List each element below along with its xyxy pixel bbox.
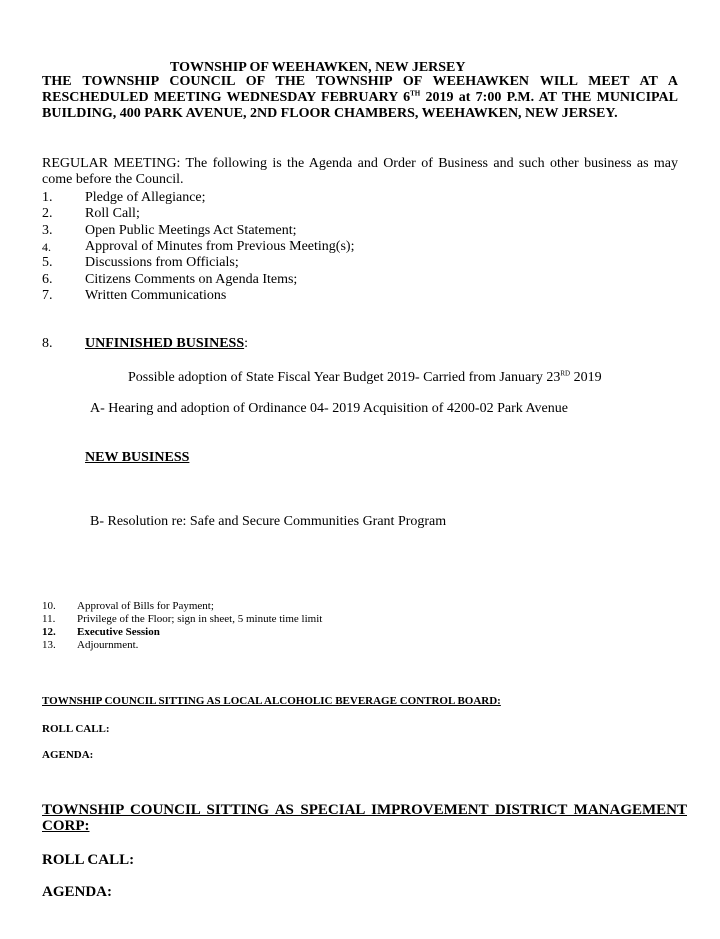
sid-corp-roll-call: ROLL CALL: [42,852,135,868]
later-item-number: 12. [42,626,56,638]
agenda-item-number: 5. [42,255,53,270]
agenda-item-number: 7. [42,288,53,303]
unfinished-business-heading [85,336,248,352]
unfinished-business-label: UNFINISHED BUSINESS [85,336,245,351]
agenda-item-text: Written Communications [85,288,227,303]
unfinished-business-colon: : [244,336,248,351]
agenda-item-text: Open Public Meetings Act Statement; [85,223,297,238]
new-business-heading: NEW BUSINESS [85,450,190,465]
abc-board-agenda: AGENDA: [42,749,94,761]
document-title: TOWNSHIP OF WEEHAWKEN, NEW JERSEY [170,60,466,75]
budget-year: 2019 [570,370,602,385]
later-item-text: Privilege of the Floor; sign in sheet, 5 minute time limit [77,613,323,625]
agenda-item-text: Discussions from Officials; [85,255,239,270]
abc-board-roll-call: ROLL CALL: [42,723,110,735]
agenda-item-number: 3. [42,223,53,238]
agenda-item-number: 2. [42,206,53,221]
later-item-number: 10. [42,600,56,612]
meeting-notice [42,74,678,122]
abc-board-heading: TOWNSHIP COUNCIL SITTING AS LOCAL ALCOHOLIC BEVERAGE CONTROL BOARD: [42,695,501,707]
agenda-item-number: 1. [42,190,53,205]
later-item-text: Executive Session [77,626,160,638]
regular-meeting-intro: REGULAR MEETING: The following is the Agenda and Order of Business and such other business as may come before the Council. [42,156,678,187]
agenda-item-number: 6. [42,272,53,287]
agenda-item-text: Pledge of Allegiance; [85,190,206,205]
later-item-text: Approval of Bills for Payment; [77,600,214,612]
later-item-number: 13. [42,639,56,651]
later-item-number: 11. [42,613,56,625]
sid-corp-heading: TOWNSHIP COUNCIL SITTING AS SPECIAL IMPROVEMENT DISTRICT MANAGEMENT CORP: [42,802,687,834]
agenda-item-text: Citizens Comments on Agenda Items; [85,272,298,287]
agenda-item-number: 4. [42,240,51,254]
agenda-item-text: Approval of Minutes from Previous Meeting(s); [85,239,355,254]
date-ordinal-superscript: TH [410,89,421,98]
budget-adoption-text: Possible adoption of State Fiscal Year Budget 2019- Carried from January 23 [128,370,561,385]
item-b-resolution: B- Resolution re: Safe and Secure Communities Grant Program [90,514,447,529]
budget-adoption-line [128,370,602,386]
item-a-ordinance: A- Hearing and adoption of Ordinance 04- 2019 Acquisition of 4200-02 Park Avenue [90,401,568,416]
item-8-number: 8. [42,336,53,351]
meeting-notice-part1: THE TOWNSHIP COUNCIL OF THE TOWNSHIP OF WEEHAWKEN WILL MEET AT A RESCHEDULED MEETING WEDNESDAY FEBRUARY 6 [42,74,678,105]
sid-corp-agenda: AGENDA: [42,884,112,900]
later-item-text: Adjournment. [77,639,139,651]
budget-date-superscript: RD [560,369,571,378]
agenda-item-text: Roll Call; [85,206,140,221]
meeting-notice-part2: 2019 at 7:00 P.M. AT THE MUNICIPAL BUILDING, 400 PARK AVENUE, 2ND FLOOR CHAMBERS, WEEHAWKEN, NEW JERSEY. [42,90,679,121]
